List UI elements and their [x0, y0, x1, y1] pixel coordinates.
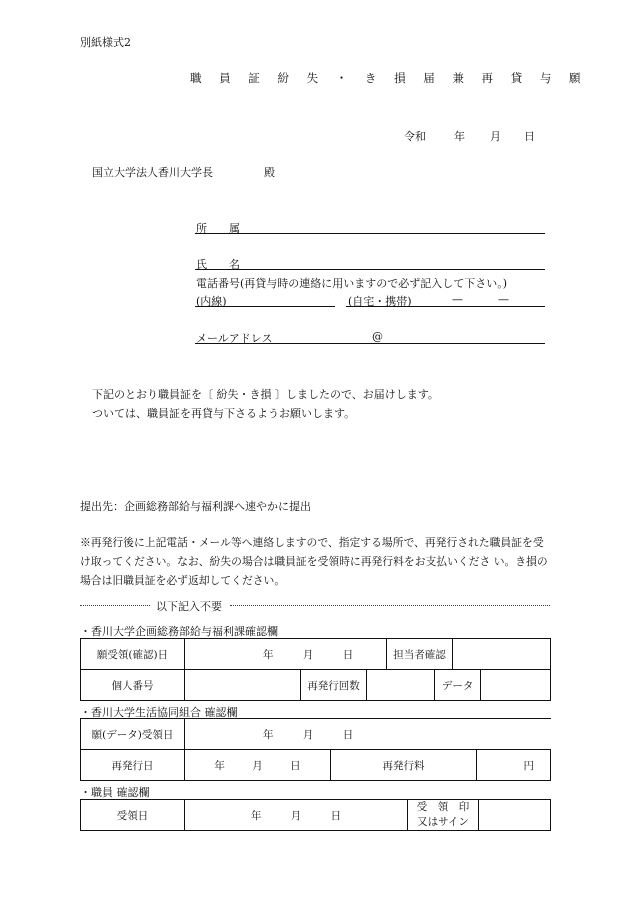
s1-data-label: データ — [435, 670, 481, 701]
email-at: @ — [372, 330, 383, 343]
addressee-name: 国立大学法人香川大学長 — [92, 166, 213, 179]
body-line-2: ついては、職員証を再貸与下さるようお願いします。 — [92, 407, 356, 420]
phone-note: 電話番号(再貸与時の連絡に用いますので必ず記入して下さい。) — [196, 277, 508, 290]
s2-r2-month: 月 — [252, 759, 263, 772]
section2-table — [80, 718, 551, 781]
s3-month: 月 — [290, 809, 302, 822]
s2-received-date-label: 願(データ)受領日 — [81, 719, 185, 750]
s1-staff-check-field[interactable] — [453, 639, 551, 670]
s3-received-date-field[interactable] — [185, 800, 408, 831]
submit-to: 提出先：企画総務部給与福利課へ速やかに提出 — [80, 500, 311, 513]
s1-data-field[interactable] — [481, 670, 551, 701]
s2-reissue-date-label: 再発行日 — [81, 750, 185, 781]
name-field[interactable] — [195, 269, 545, 270]
addressee-honorific: 殿 — [264, 166, 275, 179]
s3-received-date-label: 受領日 — [81, 800, 185, 831]
affiliation-label: 所 属 — [196, 222, 240, 235]
extension-label: (内線) — [196, 295, 227, 308]
section1-table — [80, 638, 551, 701]
s3-seal-line-2: 又はサイン — [417, 816, 469, 828]
s3-day: 日 — [330, 809, 342, 822]
s2-reissue-date-field[interactable] — [185, 750, 331, 781]
s1-personal-number-label: 個人番号 — [81, 670, 185, 701]
phone-dash-2: — — [498, 293, 509, 306]
section1-heading: ・香川大学企画総務部給与福利課確認欄 — [80, 625, 278, 638]
s3-seal-field[interactable] — [479, 800, 551, 831]
form-title: 職 員 証 紛 失 ・ き 損 届 兼 再 貸 与 願 — [190, 71, 588, 85]
s2-day: 日 — [342, 728, 354, 741]
affiliation-field[interactable] — [195, 233, 545, 234]
form-id: 別紙様式2 — [80, 36, 131, 49]
phone-dash-1: — — [452, 293, 463, 306]
s2-yen: 円 — [523, 759, 534, 772]
s2-fee-label: 再発行料 — [331, 750, 477, 781]
s1-day: 日 — [342, 648, 354, 661]
s1-reissue-count-field[interactable] — [367, 670, 435, 701]
s1-received-date-field[interactable] — [185, 639, 387, 670]
s2-month: 月 — [302, 728, 314, 741]
section2-heading: ・香川大学生活協同組合 確認欄 — [80, 706, 238, 719]
date-era: 令和 — [404, 130, 426, 143]
s3-seal-line-1: 受 領 印 — [416, 801, 470, 813]
section3-heading: ・職員 確認欄 — [80, 786, 150, 799]
s1-staff-check-label: 担当者確認 — [386, 639, 453, 670]
home-mobile-field[interactable] — [346, 306, 545, 307]
s2-fee-field[interactable] — [477, 750, 551, 781]
home-mobile-label: (自宅・携帯) — [348, 295, 412, 308]
s1-received-date-label: 願受領(確認)日 — [81, 639, 185, 670]
s2-r2-day: 日 — [290, 759, 301, 772]
s2-year: 年 — [263, 728, 274, 741]
extension-field[interactable] — [195, 306, 335, 307]
s2-received-date-field[interactable] — [185, 719, 551, 750]
date-year: 年 — [454, 130, 465, 143]
email-label: メールアドレス — [196, 332, 273, 345]
s3-seal-label — [408, 800, 479, 831]
reissue-note: ※再発行後に上記電話・メール等へ連絡しますので、指定する場所で、再発行された職員証を受け取ってください。なお、紛失の場合は職員証を受領時に再発行料をお支払いくださ い。き損の場合は旧職員証を必ず返却してください。 — [80, 536, 548, 587]
date-day: 日 — [524, 130, 535, 143]
name-label: 氏 名 — [196, 258, 240, 271]
s1-reissue-count-label: 再発行回数 — [301, 670, 367, 701]
date-month: 月 — [490, 130, 501, 143]
body-line-1: 下記のとおり職員証を〔 紛失・き損 〕しましたので、お届けします。 — [92, 388, 439, 401]
s1-year: 年 — [263, 648, 274, 661]
s1-month: 月 — [302, 648, 314, 661]
s3-year: 年 — [250, 809, 262, 822]
s1-personal-number-field[interactable] — [185, 670, 301, 701]
section3-table — [80, 799, 551, 831]
divider-right — [230, 605, 550, 606]
s2-r2-year: 年 — [214, 759, 225, 772]
email-field[interactable] — [195, 343, 545, 344]
divider-label: 以下記入不要 — [156, 600, 222, 613]
divider-left — [80, 605, 150, 606]
